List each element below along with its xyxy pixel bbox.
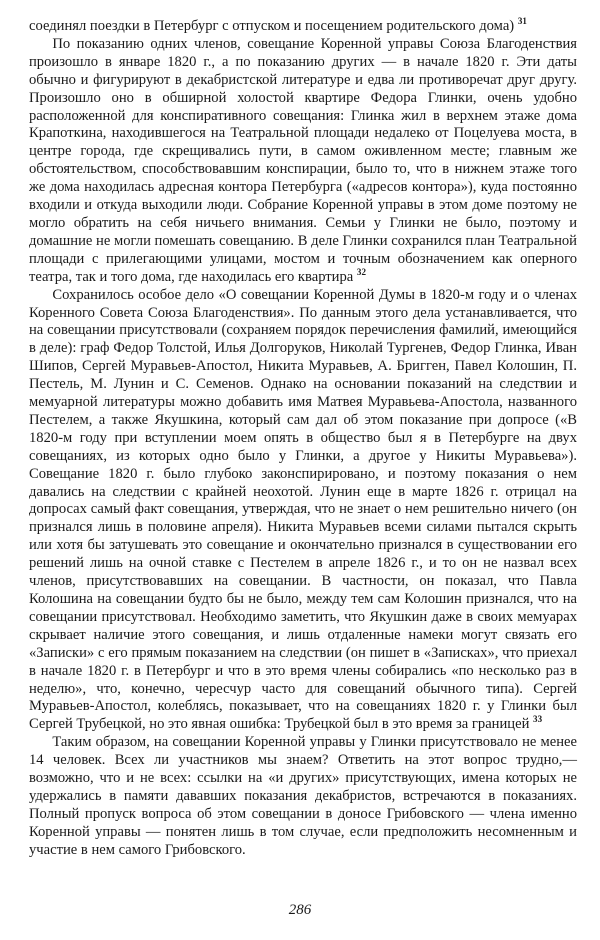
paragraph-2-text: По показанию одних членов, совещание Коренной управы Союза Благоденствия произошло в январе 1820 г., а по показанию других — в начале 1820 г. Эти даты обычно и фигурируют в декабристской литературе и едва ли противоречат друг другу. Произошло оно в обширной холостой квартире Федора Глинки, очень удобно расположенной для конспиративного совещания: Глинка жил в верхнем этаже дома Крапоткина, находившегося на Театральной площади недалеко от Поцелуева моста, в центре города, где скрещивались пути, в самом оживленном месте; главным же обстоятельством, способствовавшим конспирации, было то, что в нижнем этаже того же дома находилась адресная контора Петербурга («адресов контора»), куда постоянно входили и откуда выходили люди. Собрание Коренной управы в этом доме поэтому не могло обратить на себя ничьего внимания. Семьи у Глинки не было, поэтому и домашние не могли помешать совещанию. В деле Глинки сохранился план Театральной площади с прилегающими улицами, мостом и точным обозначением как оперного театра, так и того дома, где находилась его квартира bbox=[29, 35, 577, 285]
footnote-ref-33[interactable]: 33 bbox=[533, 714, 543, 725]
paragraph-3-text: Сохранилось особое дело «О совещании Коренной Думы в 1820-м году и о членах Коренного Совета Союза Благоденствия». По данным этого дела устанавливается, что на совещании присутствовали (сохраняем порядок перечисления фамилий, имеющийся в деле): граф Федор Толстой, Илья Долгоруков, Николай Тургенев, Федор Глинка, Иван Шипов, Сергей Муравьев-Апостол, Никита Муравьев, А. Бригген, Павел Колошин, П. Пестель, М. Лунин и С. Семенов. Однако на основании показаний на следствии и мемуарной литературы можно добавить имя Матвея Муравьева-Апостола, названного Пестелем, а также Якушкина, который сам дал об этом показание при допросе («В 1820-м году при вступлении моем опять в общество был я в Петербурге на двух совещаниях, из которых одно было у Глинки, а другое у Никиты Муравьева»). Совещание 1820 г. было глубоко законспирировано, и поэтому показания о нем давались на следствии с крайней неохотой. Лунин еще в марте 1826 г. отрицал на допросах самый факт совещания, утверждая, что не знает о нем решительно ничего (он признался лишь в половине апреля). Никита Муравьев всеми силами пытался скрыть или хотя бы затушевать это совещание и окончательно признался в существовании его решений лишь на очной ставке с Пестелем в апреле 1826 г., и то он не назвал всех членов, присутствовавших на совещании. В частности, он показал, что Павла Колошина на совещании будто бы не было, между тем сам Колошин признался, что на совещании присутствовал. Необходимо заметить, что Якушкин даже в своих мемуарах скрывает наличие этого совещания, и лишь отдаленные намеки могут связать его «Записки» с его прямым показанием на следствии (он пишет в «Записках», что приехал в начале 1820 г. в Петербург и что в это время члены собирались «по несколько раз в неделю», что, конечно, чересчур часто для совещаний обычного типа). Сергей Муравьев-Апостол, колеблясь, показывает, что на совещаниях 1820 г. у Глинки был Сергей Трубецкой, но это явная ошибка: Трубецкой был в это время за границей bbox=[29, 286, 577, 733]
footnote-ref-32[interactable]: 32 bbox=[356, 266, 366, 277]
page-body bbox=[29, 18, 577, 928]
page-number: 286 bbox=[288, 902, 312, 918]
paragraph-4 bbox=[29, 734, 577, 859]
paragraph-4-text: Таким образом, на совещании Коренной управы у Глинки присутствовало не менее 14 человек. Всех ли участников мы знаем? Ответить на этот вопрос трудно,— возможно, что и не всех: ссылки на «и других» присутствующих, имена которых не удержались в памяти дававших показания декабристов, встречаются в показаниях. Полный пропуск вопроса об этом совещании в доносе Грибовского — члена именно Коренной управы — понятен лишь в том случае, если предположить несомненным и участие в нем самого Грибовского. bbox=[29, 734, 577, 858]
paragraph-1 bbox=[29, 18, 577, 36]
paragraph-1-text: соединял поездки в Петербург с отпуском и посещением родительского дома) bbox=[29, 18, 515, 34]
paragraph-2 bbox=[29, 36, 577, 287]
footnote-ref-31[interactable]: 31 bbox=[517, 16, 527, 27]
paragraph-3 bbox=[29, 287, 577, 735]
